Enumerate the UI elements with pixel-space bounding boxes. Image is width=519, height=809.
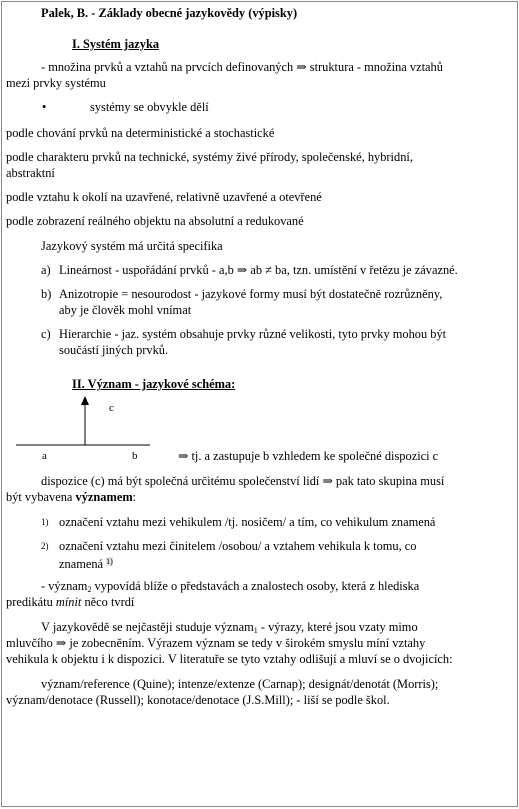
- diagram-label-c: c: [109, 402, 114, 414]
- paragraph-1-line-2: mluvčího ⇒ je zobecněním. Výrazem význam se tedy v širokém smyslu míní vztahy: [6, 636, 426, 650]
- paragraph-2-line-2: význam/denotace (Russell); konotace/denotace (J.S.Mill); - liší se podle škol.: [6, 693, 390, 707]
- diagram-label-a: a: [42, 450, 47, 462]
- note-2-line-1: označení vztahu mezi činitelem /osobou/ a vztahem vehikula k tomu, co: [59, 539, 417, 553]
- semantic-schema-diagram: [2, 392, 182, 462]
- paragraph-1-line-3: vehikula k objektu i k dispozici. V literatuře se tyto vztahy odlišují a mluví se o dvojicích:: [6, 652, 453, 666]
- paragraph-2-line-1: význam/reference (Quine); intenze/extenze (Carnap); designát/denotát (Morris);: [41, 677, 439, 691]
- note-1-marker: 1): [41, 517, 49, 527]
- footnote-ref: 1): [106, 557, 113, 566]
- bullet-dot: •: [42, 100, 47, 114]
- list-c-line-1: Hierarchie - jaz. systém obsahuje prvky různé velikosti, tyto prvky mohou být: [59, 327, 447, 341]
- list-b-line-2: aby je člověk mohl vnímat: [59, 303, 192, 317]
- bullet-text: systémy se obvykle dělí: [90, 100, 209, 114]
- note-2-line-2: znamená $^{1)}$: [59, 557, 113, 571]
- specifics-line: Jazykový systém má určitá specifika: [41, 239, 223, 253]
- list-c-marker: c): [41, 327, 51, 341]
- note-1-text: označení vztahu mezi vehikulem /tj. nosičem/ a tím, co vehikulum znamená: [59, 515, 436, 529]
- list-b-line-1: Anizotropie = nesourodost - jazykové formy musí být dostatečně rozrůzněny,: [59, 287, 443, 301]
- note-2-marker: 2): [41, 541, 49, 551]
- diagram-arrowhead: [81, 396, 89, 405]
- division-character-line-1: podle charakteru prvků na technické, systémy živé přírody, společenské, hybridní,: [6, 150, 413, 164]
- section-2-heading: II. Význam - jazykové schéma:: [72, 377, 236, 391]
- diagram-label-b: b: [132, 450, 138, 462]
- list-b-marker: b): [41, 287, 52, 301]
- list-a-text: Lineárnost - uspořádání prvků - a,b ⇒ ab ≠ ba, tzn. umístění v řetězu je závazné.: [59, 263, 458, 277]
- list-a-marker: a): [41, 263, 51, 277]
- document-title: Palek, B. - Základy obecné jazykovědy (výpisky): [41, 6, 298, 20]
- document-page: [1, 1, 518, 807]
- diagram-explanation: ⇒ tj. a zastupuje b vzhledem ke společné dispozici c: [178, 449, 439, 463]
- intro-line-2: mezi prvky systému: [6, 76, 106, 90]
- intro-line-1: - množina prvků a vztahů na prvcích definovaných ⇒ struktura - množina vztahů: [41, 60, 443, 74]
- meaning2-line-1: - význam$_2$ vypovídá blíže o představách a znalostech osoby, která z hlediska: [41, 579, 420, 594]
- disposition-line-1: dispozice (c) má být společná určitému společenství lidí ⇒ pak tato skupina musí: [41, 474, 445, 488]
- meaning2-line-2: predikátu mínit něco tvrdí: [6, 595, 135, 609]
- division-representation: podle zobrazení reálného objektu na absolutní a redukované: [6, 214, 304, 228]
- division-behavior: podle chování prvků na deterministické a stochastické: [6, 126, 275, 140]
- paragraph-1-line-1: V jazykovědě se nejčastěji studuje význam$_1$ - výrazy, které jsou vzaty mimo: [41, 620, 418, 635]
- division-character-line-2: abstraktní: [6, 166, 55, 180]
- disposition-line-2: být vybavena významem:: [6, 490, 137, 504]
- meaning-term: významem: [75, 490, 133, 504]
- list-c-line-2: součástí jiných prvků.: [59, 343, 169, 357]
- section-1-heading: I. Systém jazyka: [72, 37, 160, 51]
- division-environment: podle vztahu k okolí na uzavřené, relativně uzavřené a otevřené: [6, 190, 322, 204]
